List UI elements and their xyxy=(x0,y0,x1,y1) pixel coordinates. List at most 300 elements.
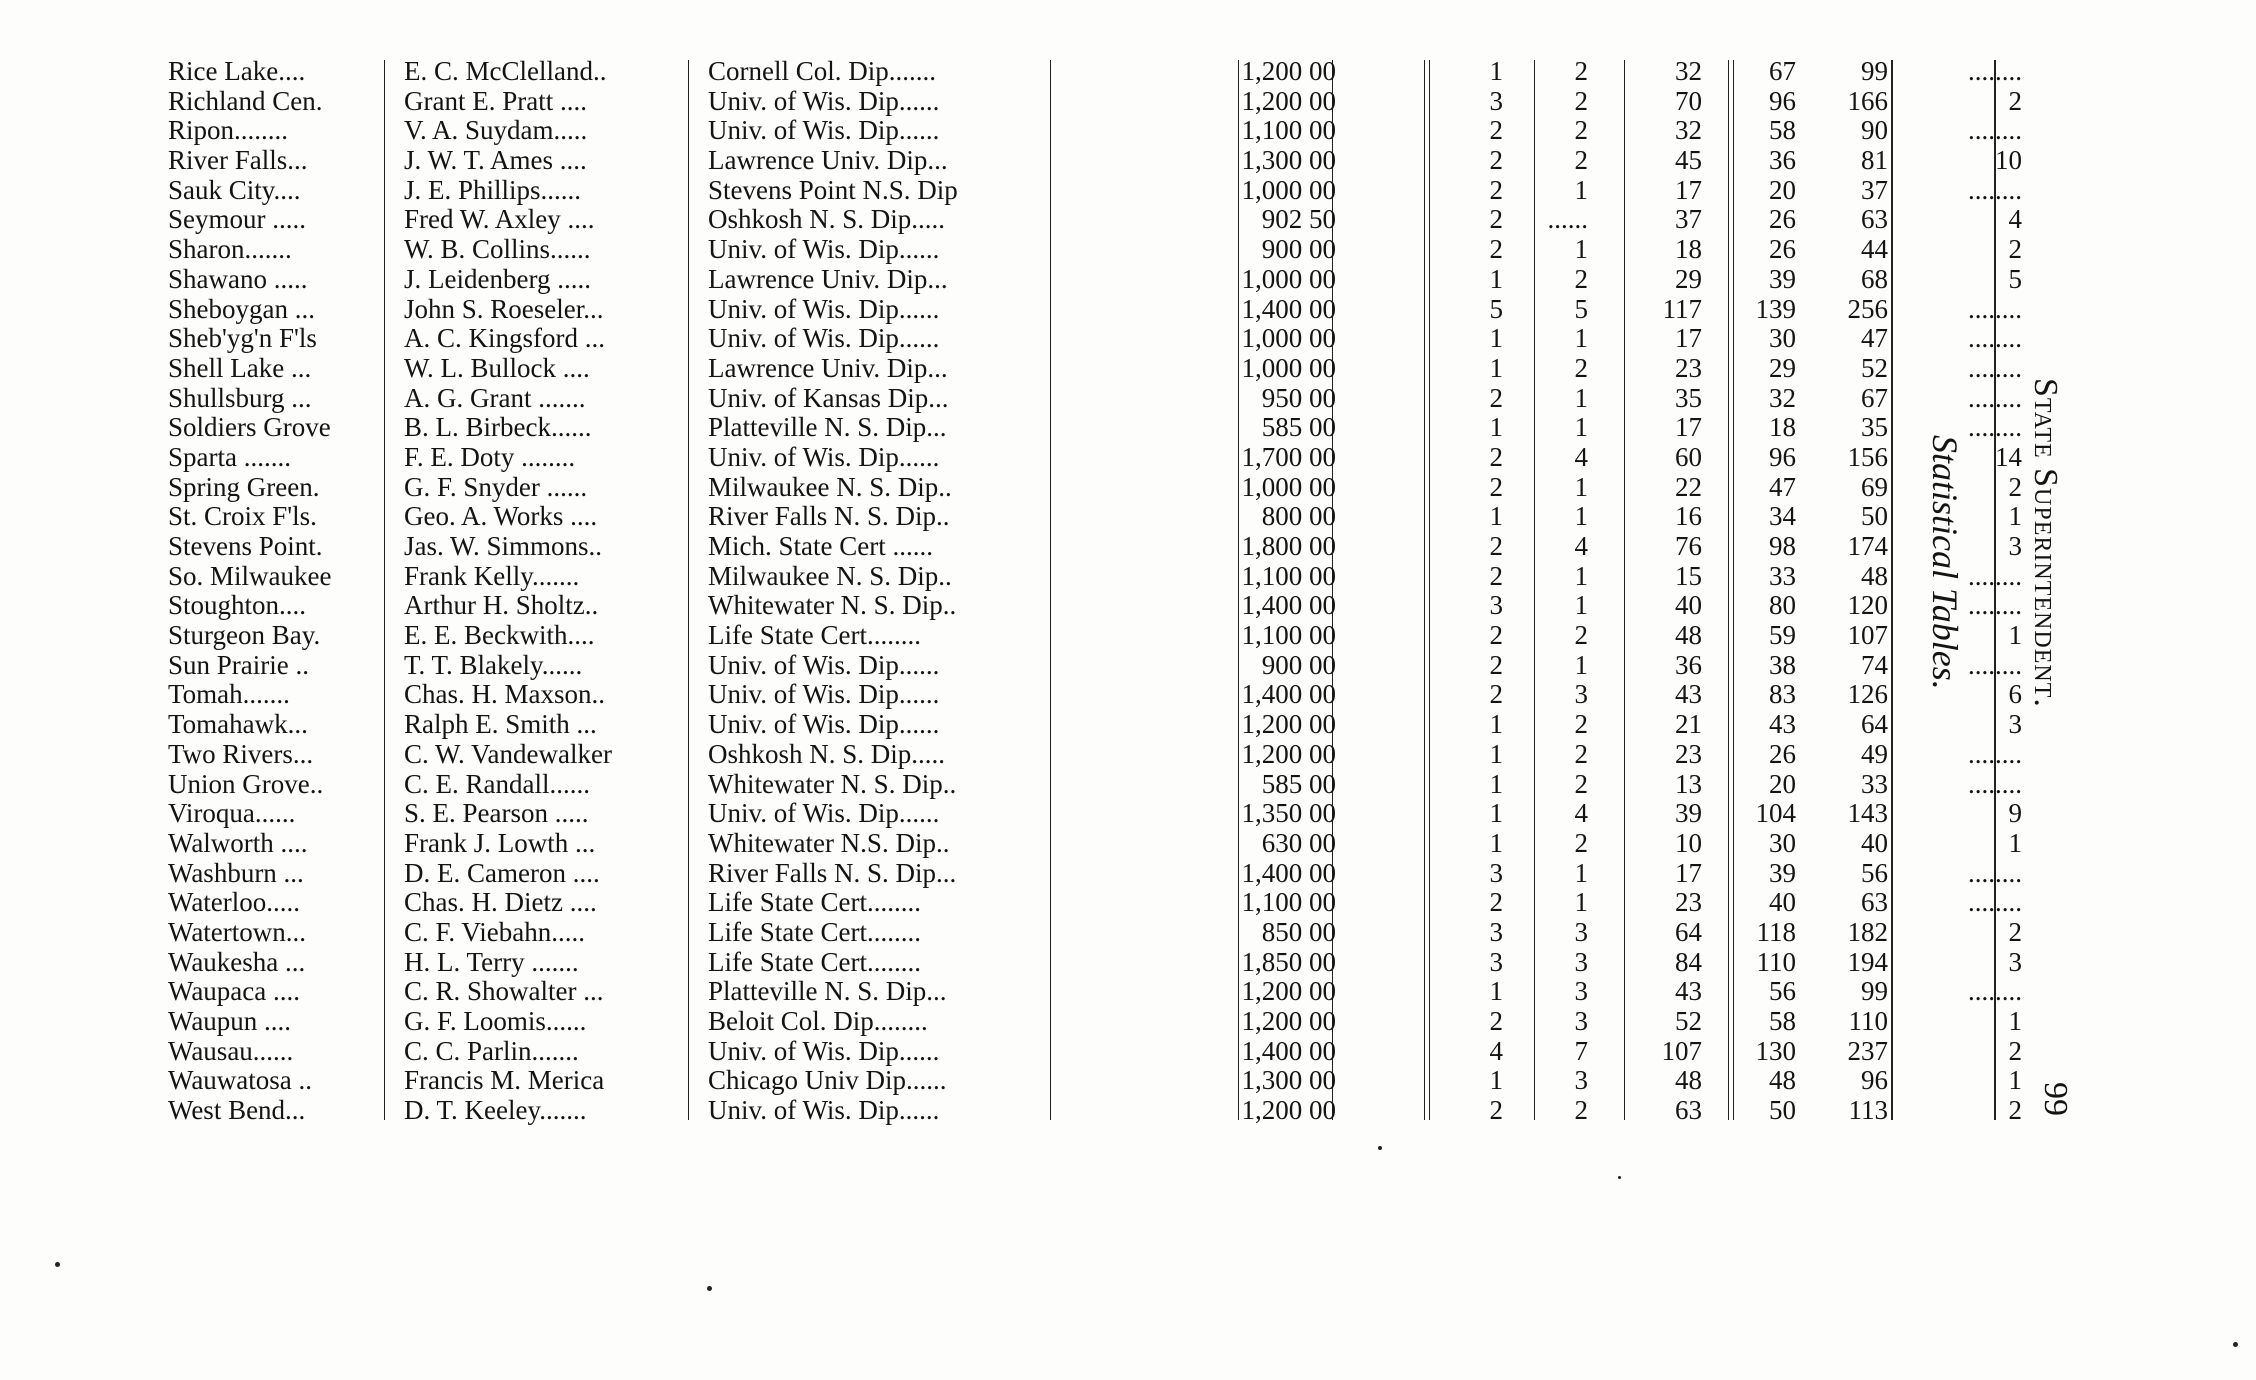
assistants-cell: 2 xyxy=(1574,57,1588,86)
total-cell: 166 xyxy=(1847,86,1888,116)
qualification-cell: Lawrence Univ. Dip... xyxy=(708,146,948,176)
place-cell: Sheboygan ... xyxy=(168,294,315,324)
boys-cell: 70 xyxy=(1675,86,1702,116)
salary-cell: 1,100 00 xyxy=(1241,561,1336,591)
teachers-cell: 1 xyxy=(1489,57,1503,86)
girls-cell: 30 xyxy=(1769,324,1796,354)
qualification-cell: Stevens Point N.S. Dip xyxy=(708,175,958,205)
girls-cell: 32 xyxy=(1769,383,1796,413)
total-cell: 126 xyxy=(1847,680,1888,710)
total-cell: 110 xyxy=(1848,1007,1888,1036)
assistants-cell: 7 xyxy=(1574,1036,1588,1066)
principal-cell: Arthur H. Sholtz.. xyxy=(404,591,599,621)
girls-cell: 38 xyxy=(1769,650,1796,680)
principal-cell: D. T. Keeley....... xyxy=(404,1096,587,1126)
boys-cell: 117 xyxy=(1662,294,1702,324)
girls-cell: 29 xyxy=(1769,353,1796,383)
salary-cell: 1,000 00 xyxy=(1241,353,1336,383)
salary-cell: 1,200 00 xyxy=(1241,710,1336,740)
boys-cell: 21 xyxy=(1675,710,1702,740)
total-cell: 49 xyxy=(1861,739,1888,769)
salary-cell: 1,350 00 xyxy=(1241,799,1336,829)
principal-cell: Francis M. Merica xyxy=(404,1066,605,1096)
table-row xyxy=(168,1007,2022,1037)
salary-cell: 1,000 00 xyxy=(1241,175,1336,205)
boys-cell: 39 xyxy=(1675,799,1702,829)
girls-cell: 39 xyxy=(1769,858,1796,888)
place-cell: Waupaca .... xyxy=(168,977,301,1007)
place-cell: Sauk City.... xyxy=(168,175,301,205)
principal-cell: B. L. Birbeck...... xyxy=(404,413,592,443)
boys-cell: 10 xyxy=(1675,828,1702,858)
graduates-cell: ........ xyxy=(1968,977,2022,1007)
graduates-cell: ........ xyxy=(1968,57,2022,86)
qualification-cell: Univ. of Wis. Dip...... xyxy=(708,650,940,680)
total-cell: 194 xyxy=(1847,947,1888,977)
salary-cell: 1,200 00 xyxy=(1241,977,1336,1007)
place-cell: Soldiers Grove xyxy=(168,413,331,443)
teachers-cell: 2 xyxy=(1489,383,1503,413)
graduates-cell: ........ xyxy=(1968,650,2022,680)
qualification-cell: Lawrence Univ. Dip... xyxy=(708,353,948,383)
salary-cell: 900 00 xyxy=(1261,235,1336,265)
boys-cell: 107 xyxy=(1661,1036,1702,1066)
teachers-cell: 1 xyxy=(1489,264,1503,294)
teachers-cell: 3 xyxy=(1489,917,1503,947)
total-cell: 74 xyxy=(1861,650,1888,680)
boys-cell: 48 xyxy=(1675,1066,1702,1096)
qualification-cell: River Falls N. S. Dip... xyxy=(708,858,957,888)
assistants-cell: 1 xyxy=(1574,175,1588,205)
principal-cell: Fred W. Axley .... xyxy=(404,205,595,235)
qualification-cell: Univ. of Wis. Dip...... xyxy=(708,1096,940,1126)
qualification-cell: Platteville N. S. Dip... xyxy=(708,413,947,443)
scan-speck xyxy=(1618,1176,1621,1179)
salary-cell: 630 00 xyxy=(1261,828,1336,858)
total-cell: 64 xyxy=(1861,710,1888,740)
table-row xyxy=(168,413,2022,443)
qualification-cell: Univ. of Kansas Dip... xyxy=(708,383,949,413)
place-cell: Shullsburg ... xyxy=(168,383,312,413)
graduates-cell: ........ xyxy=(1968,769,2022,799)
girls-cell: 50 xyxy=(1769,1096,1796,1126)
graduates-cell: 14 xyxy=(1995,442,2022,472)
table-row xyxy=(168,888,2022,918)
assistants-cell: 5 xyxy=(1574,294,1588,324)
place-cell: Sun Prairie .. xyxy=(168,650,309,680)
teachers-cell: 2 xyxy=(1489,116,1503,146)
table-row xyxy=(168,739,2022,770)
principal-cell: C. W. Vandewalker xyxy=(404,739,612,769)
salary-cell: 585 00 xyxy=(1261,769,1336,799)
qualification-cell: Univ. of Wis. Dip...... xyxy=(708,710,940,740)
place-cell: Waukesha ... xyxy=(168,947,306,977)
qualification-cell: Life State Cert........ xyxy=(708,947,921,977)
assistants-cell: 1 xyxy=(1574,235,1588,265)
teachers-cell: 1 xyxy=(1489,799,1503,829)
boys-cell: 22 xyxy=(1675,472,1702,502)
teachers-cell: 2 xyxy=(1489,205,1503,235)
place-cell: Wauwatosa .. xyxy=(168,1066,313,1096)
total-cell: 237 xyxy=(1847,1036,1888,1066)
scan-speck xyxy=(1378,1146,1382,1150)
graduates-cell: ........ xyxy=(1968,858,2022,888)
principal-cell: Grant E. Pratt .... xyxy=(404,86,587,116)
boys-cell: 43 xyxy=(1675,977,1702,1007)
boys-cell: 23 xyxy=(1675,353,1702,383)
salary-cell: 1,100 00 xyxy=(1241,888,1336,918)
principal-cell: V. A. Suydam..... xyxy=(404,116,588,146)
salary-cell: 1,100 00 xyxy=(1241,621,1336,651)
boys-cell: 48 xyxy=(1675,621,1702,651)
graduates-cell: 2 xyxy=(2008,917,2022,947)
total-cell: 182 xyxy=(1847,917,1888,947)
table-row xyxy=(168,621,2022,651)
qualification-cell: Milwaukee N. S. Dip.. xyxy=(708,472,952,502)
qualification-cell: Milwaukee N. S. Dip.. xyxy=(708,561,952,591)
teachers-cell: 2 xyxy=(1489,650,1503,680)
girls-cell: 104 xyxy=(1755,799,1796,829)
principal-cell: Frank Kelly....... xyxy=(404,561,580,591)
principal-cell: C. F. Viebahn..... xyxy=(404,917,585,947)
teachers-cell: 2 xyxy=(1489,235,1503,265)
principal-cell: Frank J. Lowth ... xyxy=(404,828,596,858)
qualification-cell: Platteville N. S. Dip... xyxy=(708,977,947,1007)
salary-cell: 850 00 xyxy=(1261,917,1336,947)
teachers-cell: 5 xyxy=(1489,294,1503,324)
qualification-cell: Univ. of Wis. Dip...... xyxy=(708,294,940,324)
principal-cell: John S. Roeseler... xyxy=(404,294,604,324)
girls-cell: 43 xyxy=(1769,710,1796,740)
table-row xyxy=(168,799,2022,829)
principal-cell: E. C. McClelland.. xyxy=(404,57,607,86)
salary-cell: 1,400 00 xyxy=(1241,591,1336,621)
table-row xyxy=(168,472,2022,503)
table-row xyxy=(168,710,2022,740)
boys-cell: 84 xyxy=(1675,947,1702,977)
total-cell: 120 xyxy=(1847,591,1888,621)
qualification-cell: Univ. of Wis. Dip...... xyxy=(708,324,940,354)
teachers-cell: 1 xyxy=(1489,828,1503,858)
place-cell: Walworth .... xyxy=(168,828,308,858)
assistants-cell: 1 xyxy=(1574,383,1588,413)
graduates-cell: 1 xyxy=(2008,621,2022,651)
boys-cell: 43 xyxy=(1675,680,1702,710)
qualification-cell: River Falls N. S. Dip.. xyxy=(708,502,950,532)
total-cell: 44 xyxy=(1861,235,1888,265)
boys-cell: 36 xyxy=(1675,650,1702,680)
principal-cell: W. L. Bullock .... xyxy=(404,353,590,383)
graduates-cell: 3 xyxy=(2008,532,2022,561)
graduates-cell: 2 xyxy=(2008,1096,2022,1126)
girls-cell: 40 xyxy=(1769,888,1796,918)
place-cell: Waupun .... xyxy=(168,1007,292,1036)
principal-cell: Chas. H. Maxson.. xyxy=(404,680,605,710)
principal-cell: Ralph E. Smith ... xyxy=(404,710,597,740)
boys-cell: 76 xyxy=(1675,532,1702,561)
boys-cell: 32 xyxy=(1675,116,1702,146)
graduates-cell: 3 xyxy=(2008,710,2022,740)
graduates-cell: 5 xyxy=(2008,264,2022,294)
scan-speck xyxy=(2233,1342,2238,1347)
teachers-cell: 2 xyxy=(1489,175,1503,205)
table-row xyxy=(168,175,2022,206)
graduates-cell: ........ xyxy=(1968,413,2022,443)
graduates-cell: 2 xyxy=(2008,235,2022,265)
teachers-cell: 2 xyxy=(1489,680,1503,710)
principal-cell: W. B. Collins...... xyxy=(404,235,591,265)
place-cell: Sparta ....... xyxy=(168,442,291,472)
principal-cell: Chas. H. Dietz .... xyxy=(404,888,597,918)
boys-cell: 23 xyxy=(1675,739,1702,769)
table-row xyxy=(168,442,2022,473)
salary-cell: 1,200 00 xyxy=(1241,1096,1336,1126)
assistants-cell: 1 xyxy=(1574,858,1588,888)
assistants-cell: 2 xyxy=(1574,739,1588,769)
table-row xyxy=(168,917,2022,948)
graduates-cell: ........ xyxy=(1968,294,2022,324)
teachers-cell: 1 xyxy=(1489,413,1503,443)
column-rule xyxy=(1891,60,1893,1120)
salary-cell: 950 00 xyxy=(1261,383,1336,413)
assistants-cell: 4 xyxy=(1574,532,1588,561)
place-cell: Seymour ..... xyxy=(168,205,306,235)
qualification-cell: Life State Cert........ xyxy=(708,621,921,651)
boys-cell: 64 xyxy=(1675,917,1702,947)
teachers-cell: 2 xyxy=(1489,532,1503,561)
assistants-cell: 2 xyxy=(1574,353,1588,383)
total-cell: 143 xyxy=(1847,799,1888,829)
teachers-cell: 1 xyxy=(1489,353,1503,383)
place-cell: Waterloo..... xyxy=(168,888,301,918)
boys-cell: 40 xyxy=(1675,591,1702,621)
table-row xyxy=(168,502,2022,532)
assistants-cell: 3 xyxy=(1574,680,1588,710)
salary-cell: 1,400 00 xyxy=(1241,1036,1336,1066)
graduates-cell: 1 xyxy=(2008,502,2022,532)
boys-cell: 17 xyxy=(1675,858,1702,888)
place-cell: So. Milwaukee xyxy=(168,561,332,591)
salary-cell: 1,200 00 xyxy=(1241,86,1336,116)
salary-cell: 1,700 00 xyxy=(1241,442,1336,472)
total-cell: 33 xyxy=(1861,769,1888,799)
girls-cell: 26 xyxy=(1769,739,1796,769)
place-cell: Watertown... xyxy=(168,917,307,947)
qualification-cell: Whitewater N. S. Dip.. xyxy=(708,591,957,621)
total-cell: 99 xyxy=(1861,977,1888,1007)
qualification-cell: Mich. State Cert ...... xyxy=(708,532,933,561)
total-cell: 174 xyxy=(1847,532,1888,561)
qualification-cell: Life State Cert........ xyxy=(708,917,921,947)
boys-cell: 45 xyxy=(1675,146,1702,176)
qualification-cell: Chicago Univ Dip...... xyxy=(708,1066,947,1096)
salary-cell: 900 00 xyxy=(1261,650,1336,680)
qualification-cell: Univ. of Wis. Dip...... xyxy=(708,442,940,472)
principal-cell: A. C. Kingsford ... xyxy=(404,324,605,354)
assistants-cell: 1 xyxy=(1574,502,1588,532)
teachers-cell: 3 xyxy=(1489,86,1503,116)
total-cell: 113 xyxy=(1848,1096,1888,1126)
teachers-cell: 4 xyxy=(1489,1036,1503,1066)
table-row xyxy=(168,353,2022,384)
girls-cell: 18 xyxy=(1769,413,1796,443)
girls-cell: 48 xyxy=(1769,1066,1796,1096)
total-cell: 63 xyxy=(1861,205,1888,235)
qualification-cell: Cornell Col. Dip....... xyxy=(708,57,936,86)
assistants-cell: 3 xyxy=(1574,1007,1588,1036)
graduates-cell: 2 xyxy=(2008,86,2022,116)
teachers-cell: 2 xyxy=(1489,146,1503,176)
place-cell: Stevens Point. xyxy=(168,532,323,561)
assistants-cell: 1 xyxy=(1574,650,1588,680)
teachers-cell: 2 xyxy=(1489,442,1503,472)
teachers-cell: 3 xyxy=(1489,591,1503,621)
qualification-cell: Univ. of Wis. Dip...... xyxy=(708,116,940,146)
graduates-cell: 9 xyxy=(2008,799,2022,829)
total-cell: 52 xyxy=(1861,353,1888,383)
assistants-cell: 2 xyxy=(1574,1096,1588,1126)
total-cell: 156 xyxy=(1847,442,1888,472)
total-cell: 90 xyxy=(1861,116,1888,146)
place-cell: Sturgeon Bay. xyxy=(168,621,321,651)
principal-cell: G. F. Snyder ...... xyxy=(404,472,588,502)
principal-cell: C. C. Parlin....... xyxy=(404,1036,579,1066)
boys-cell: 17 xyxy=(1675,324,1702,354)
teachers-cell: 1 xyxy=(1489,710,1503,740)
place-cell: Sheb'yg'n F'ls xyxy=(168,324,317,354)
graduates-cell: ........ xyxy=(1968,324,2022,354)
qualification-cell: Univ. of Wis. Dip...... xyxy=(708,799,940,829)
running-head: State Superintendent. xyxy=(2027,378,2064,708)
table-row xyxy=(168,769,2022,800)
place-cell: Shell Lake ... xyxy=(168,353,312,383)
table-row xyxy=(168,146,2022,176)
total-cell: 68 xyxy=(1861,264,1888,294)
assistants-cell: 1 xyxy=(1574,888,1588,918)
boys-cell: 32 xyxy=(1675,57,1702,86)
teachers-cell: 2 xyxy=(1489,472,1503,502)
salary-cell: 1,400 00 xyxy=(1241,680,1336,710)
place-cell: Spring Green. xyxy=(168,472,320,502)
girls-cell: 56 xyxy=(1769,977,1796,1007)
boys-cell: 52 xyxy=(1675,1007,1702,1036)
qualification-cell: Univ. of Wis. Dip...... xyxy=(708,1036,940,1066)
teachers-cell: 1 xyxy=(1489,769,1503,799)
assistants-cell: 2 xyxy=(1574,116,1588,146)
place-cell: Tomah....... xyxy=(168,680,290,710)
boys-cell: 17 xyxy=(1675,413,1702,443)
girls-cell: 36 xyxy=(1769,146,1796,176)
principal-cell: G. F. Loomis...... xyxy=(404,1007,587,1036)
assistants-cell: 1 xyxy=(1574,561,1588,591)
salary-cell: 1,850 00 xyxy=(1241,947,1336,977)
qualification-cell: Life State Cert........ xyxy=(708,888,921,918)
girls-cell: 59 xyxy=(1769,621,1796,651)
salary-cell: 1,100 00 xyxy=(1241,116,1336,146)
boys-cell: 17 xyxy=(1675,175,1702,205)
assistants-cell: 2 xyxy=(1574,621,1588,651)
teachers-cell: 2 xyxy=(1489,1096,1503,1126)
principal-cell: C. E. Randall...... xyxy=(404,769,590,799)
girls-cell: 33 xyxy=(1769,561,1796,591)
graduates-cell: 3 xyxy=(2008,947,2022,977)
boys-cell: 29 xyxy=(1675,264,1702,294)
salary-cell: 1,300 00 xyxy=(1241,1066,1336,1096)
table-row xyxy=(168,561,2022,592)
graduates-cell: 1 xyxy=(2008,1066,2022,1096)
graduates-cell: 10 xyxy=(1995,146,2022,176)
qualification-cell: Beloit Col. Dip........ xyxy=(708,1007,928,1036)
table-row xyxy=(168,591,2022,621)
girls-cell: 118 xyxy=(1756,917,1796,947)
boys-cell: 35 xyxy=(1675,383,1702,413)
salary-cell: 1,200 00 xyxy=(1241,1007,1336,1036)
teachers-cell: 1 xyxy=(1489,502,1503,532)
table-row xyxy=(168,977,2022,1007)
girls-cell: 130 xyxy=(1755,1036,1796,1066)
girls-cell: 39 xyxy=(1769,264,1796,294)
total-cell: 99 xyxy=(1861,57,1888,86)
salary-cell: 1,400 00 xyxy=(1241,294,1336,324)
table-row xyxy=(168,680,2022,710)
girls-cell: 96 xyxy=(1769,86,1796,116)
salary-cell: 1,000 00 xyxy=(1241,472,1336,502)
total-cell: 256 xyxy=(1847,294,1888,324)
total-cell: 69 xyxy=(1861,472,1888,502)
graduates-cell: ........ xyxy=(1968,175,2022,205)
table-row xyxy=(168,947,2022,978)
teachers-cell: 1 xyxy=(1489,739,1503,769)
assistants-cell: 1 xyxy=(1574,324,1588,354)
place-cell: Shawano ..... xyxy=(168,264,308,294)
place-cell: Sharon....... xyxy=(168,235,292,265)
girls-cell: 47 xyxy=(1769,472,1796,502)
graduates-cell: 2 xyxy=(2008,1036,2022,1066)
salary-cell: 1,300 00 xyxy=(1241,146,1336,176)
assistants-cell: 2 xyxy=(1574,264,1588,294)
total-cell: 107 xyxy=(1847,621,1888,651)
place-cell: Two Rivers... xyxy=(168,739,314,769)
girls-cell: 20 xyxy=(1769,175,1796,205)
assistants-cell: 2 xyxy=(1574,146,1588,176)
salary-cell: 902 50 xyxy=(1261,205,1336,235)
principal-cell: J. E. Phillips...... xyxy=(404,175,582,205)
girls-cell: 96 xyxy=(1769,442,1796,472)
assistants-cell: 3 xyxy=(1574,917,1588,947)
girls-cell: 58 xyxy=(1769,116,1796,146)
qualification-cell: Oshkosh N. S. Dip..... xyxy=(708,739,946,769)
total-cell: 96 xyxy=(1861,1066,1888,1096)
teachers-cell: 2 xyxy=(1489,621,1503,651)
boys-cell: 37 xyxy=(1675,205,1702,235)
total-cell: 40 xyxy=(1861,828,1888,858)
principal-cell: A. G. Grant ....... xyxy=(404,383,586,413)
graduates-cell: 2 xyxy=(2008,472,2022,502)
qualification-cell: Oshkosh N. S. Dip..... xyxy=(708,205,946,235)
qualification-cell: Whitewater N.S. Dip.. xyxy=(708,828,950,858)
scan-speck xyxy=(55,1262,60,1267)
graduates-cell: ........ xyxy=(1968,353,2022,383)
graduates-cell: 1 xyxy=(2008,828,2022,858)
place-cell: River Falls... xyxy=(168,146,308,176)
graduates-cell: ........ xyxy=(1968,116,2022,146)
assistants-cell: 4 xyxy=(1574,442,1588,472)
assistants-cell: 2 xyxy=(1574,86,1588,116)
graduates-cell: ........ xyxy=(1968,591,2022,621)
teachers-cell: 1 xyxy=(1489,1066,1503,1096)
principal-cell: J. W. T. Ames .... xyxy=(404,146,587,176)
table-row xyxy=(168,650,2022,681)
